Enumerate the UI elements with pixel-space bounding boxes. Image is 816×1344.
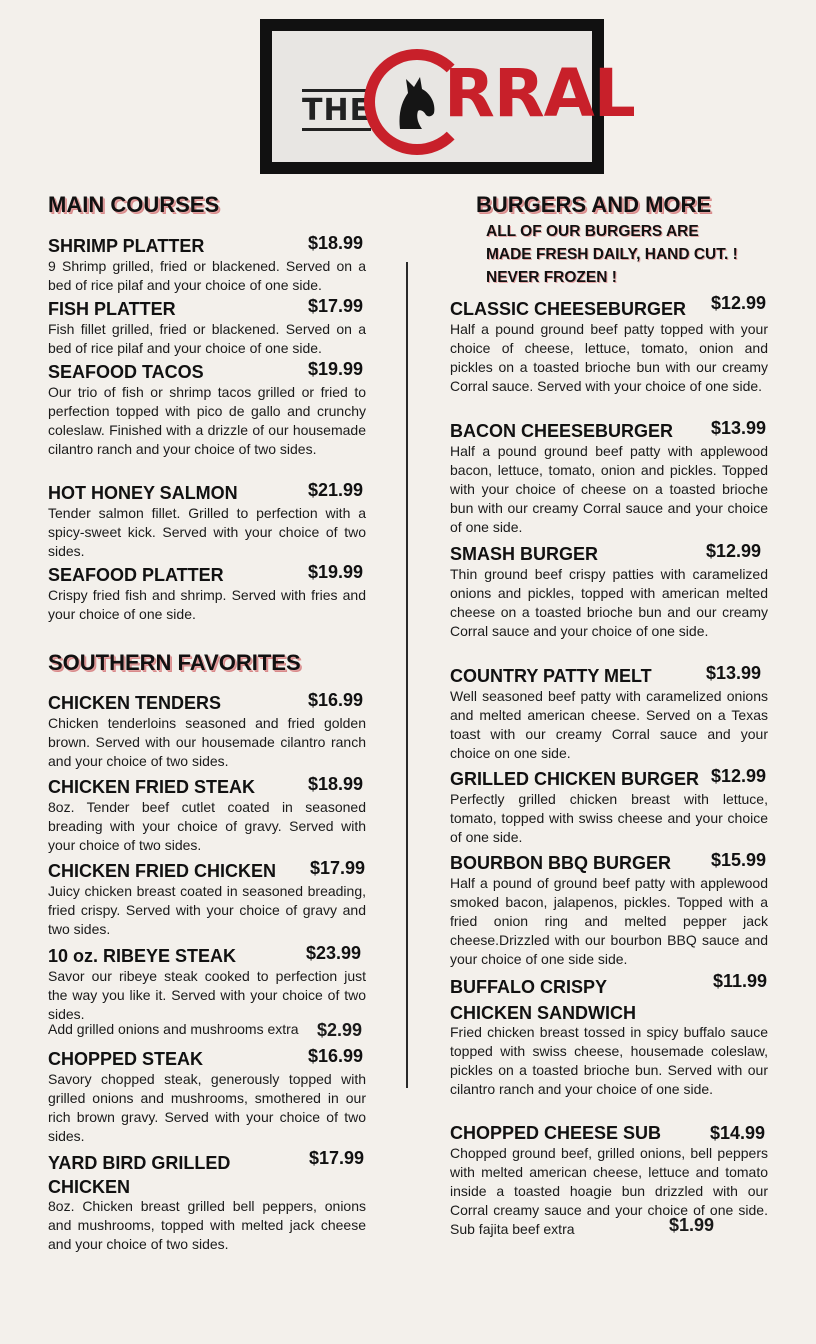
item-price: $19.99 bbox=[308, 562, 364, 582]
restaurant-logo bbox=[260, 19, 635, 174]
item-description: Well seasoned beef patty with caramelized onions and melted american cheese. Served on a Texas toast with our creamy Corral sauce and your choice on one side. bbox=[450, 688, 768, 761]
item-description: Thin ground beef crispy patties with caramelized onions and pickles, topped with american melted cheese on a toasted brioche bun and our creamy Corral sauce and your choice of one side. bbox=[450, 566, 768, 639]
menu-item bbox=[48, 774, 366, 855]
item-name: SEAFOOD PLATTER bbox=[48, 565, 224, 585]
menu-item bbox=[48, 1046, 366, 1146]
item-name: SMASH BURGER bbox=[450, 544, 599, 564]
menu-item bbox=[450, 766, 768, 847]
item-name: SEAFOOD TACOS bbox=[48, 362, 204, 382]
item-description: Fried chicken breast tossed in spicy buffalo sauce topped with swiss cheese, housemade coleslaw, pickles on a toasted brioche bun. Served with our cilantro ranch and your choice of one side. bbox=[450, 1024, 768, 1097]
extra-option: Add grilled onions and mushrooms extra bbox=[48, 1021, 299, 1037]
item-price: $12.99 bbox=[711, 766, 767, 786]
item-price: $18.99 bbox=[308, 774, 364, 794]
item-description: 8oz. Chicken breast grilled bell peppers, onions and mushrooms, topped with melted jack cheese and your choice of two sides. bbox=[48, 1198, 366, 1252]
item-name: COUNTRY PATTY MELT bbox=[450, 666, 652, 686]
item-description: Savory chopped steak, generously topped with grilled onions and mushrooms, smothered in our rich brown gravy. Served with your choice of two sides. bbox=[48, 1071, 366, 1144]
item-price: $12.99 bbox=[711, 293, 767, 313]
item-name: 10 oz. RIBEYE STEAK bbox=[48, 946, 237, 966]
logo-rral-text: RRAL bbox=[444, 55, 635, 132]
item-description: Chicken tenderloins seasoned and fried golden brown. Served with our housemade cilantro ranch and your choice of two sides. bbox=[48, 715, 366, 769]
menu-item bbox=[48, 562, 366, 624]
item-description: Half a pound ground beef patty with applewood bacon, lettuce, tomato, onion and pickles. Topped with your choice of cheese on a toasted brioche bun with our creamy Corral sauce and your choice of one side. bbox=[450, 443, 768, 535]
item-description: 8oz. Tender beef cutlet coated in seasoned breading with your choice of gravy. Served with your choice of two sides. bbox=[48, 799, 366, 853]
main-courses-title: MAIN COURSES bbox=[48, 192, 220, 217]
item-price: $13.99 bbox=[711, 418, 767, 438]
item-price: $15.99 bbox=[711, 850, 767, 870]
item-price: $12.99 bbox=[706, 541, 762, 561]
item-description: Savor our ribeye steak cooked to perfection just the way you like it. Served with your choice of two sides. bbox=[48, 968, 366, 1022]
item-name: HOT HONEY SALMON bbox=[48, 483, 238, 503]
item-price: $16.99 bbox=[308, 1046, 364, 1066]
menu-item bbox=[48, 296, 366, 358]
item-description: Half a pound of ground beef patty with applewood smoked bacon, jalapenos, pickles. Topped with a fried onion ring and melted pepper jack cheese.Drizzled with our bourbon BBQ sauce and your choice of one side side. bbox=[450, 875, 768, 967]
menu-item bbox=[450, 850, 768, 969]
logo-panel bbox=[272, 31, 635, 162]
item-name: SHRIMP PLATTER bbox=[48, 236, 205, 256]
item-name: FISH PLATTER bbox=[48, 299, 176, 319]
item-description: Perfectly grilled chicken breast with lettuce, tomato, topped with swiss cheese and your choice of one side. bbox=[450, 791, 768, 845]
item-description: Half a pound ground beef patty topped with your choice of cheese, lettuce, tomato, onion and pickles on a toasted brioche bun with our creamy Corral sauce. Served with your choice of one side. bbox=[450, 321, 768, 394]
item-name: GRILLED CHICKEN BURGER bbox=[450, 769, 700, 789]
item-price: $17.99 bbox=[309, 1148, 365, 1168]
item-name: CHICKEN FRIED STEAK bbox=[48, 777, 256, 797]
column-divider bbox=[406, 262, 408, 1088]
burgers-note: ALL OF OUR BURGERS ARE MADE FRESH DAILY, HAND CUT. ! NEVER FROZEN ! bbox=[486, 223, 738, 286]
item-price: $19.99 bbox=[308, 359, 364, 379]
extra-price: $1.99 bbox=[669, 1215, 715, 1235]
item-price: $18.99 bbox=[308, 233, 364, 253]
item-price: $17.99 bbox=[310, 858, 366, 878]
item-name: CHICKEN FRIED CHICKEN bbox=[48, 861, 277, 881]
item-name: CHICKEN TENDERS bbox=[48, 693, 222, 713]
item-price: $16.99 bbox=[308, 690, 364, 710]
item-price: $21.99 bbox=[308, 480, 364, 500]
menu-item bbox=[48, 480, 366, 561]
menu-item bbox=[450, 663, 768, 763]
extra-price: $2.99 bbox=[317, 1020, 363, 1040]
menu-item bbox=[48, 1148, 366, 1254]
item-description: Chopped ground beef, grilled onions, bell peppers with melted american cheese, lettuce and tomato inside a toasted hoagie bun drizzled with our Corral creamy sauce and your choice of one side. Sub fajita beef extra bbox=[450, 1145, 768, 1237]
southern-favorites-title: SOUTHERN FAVORITES bbox=[48, 650, 301, 675]
menu-item bbox=[450, 541, 768, 641]
item-name: BACON CHEESEBURGER bbox=[450, 421, 674, 441]
item-description: Juicy chicken breast coated in seasoned breading, fried crispy. Served with your choice of gravy and two sides. bbox=[48, 883, 366, 937]
horse-head-icon bbox=[390, 73, 438, 131]
item-price: $23.99 bbox=[306, 943, 362, 963]
item-price: $14.99 bbox=[710, 1123, 766, 1143]
menu-item bbox=[48, 943, 366, 1024]
item-description: Crispy fried fish and shrimp. Served with fries and your choice of one side. bbox=[48, 587, 366, 622]
menu-item bbox=[48, 359, 366, 459]
item-description: Tender salmon fillet. Grilled to perfection with a spicy-sweet kick. Served with your choice of two sides. bbox=[48, 505, 366, 559]
item-name: CHOPPED STEAK bbox=[48, 1049, 204, 1069]
menu-item bbox=[450, 293, 768, 396]
item-name: YARD BIRD GRILLED CHICKEN bbox=[48, 1153, 231, 1197]
item-name: CLASSIC CHEESEBURGER bbox=[450, 299, 687, 319]
item-price: $11.99 bbox=[713, 971, 768, 991]
item-description: Fish fillet grilled, fried or blackened. Served on a bed of rice pilaf and your choice of one side. bbox=[48, 321, 366, 356]
menu-item bbox=[450, 418, 768, 537]
item-description: 9 Shrimp grilled, fried or blackened. Served on a bed of rice pilaf and your choice of one side. bbox=[48, 258, 366, 293]
logo-the-text: THE bbox=[302, 93, 372, 128]
burgers-title: BURGERS AND MORE bbox=[476, 192, 712, 217]
item-name: BUFFALO CRISPY CHICKEN SANDWICH bbox=[450, 977, 636, 1023]
menu-item bbox=[48, 690, 366, 771]
item-price: $13.99 bbox=[706, 663, 762, 683]
menu-item bbox=[48, 233, 366, 295]
item-price: $17.99 bbox=[308, 296, 364, 316]
menu-item bbox=[48, 858, 366, 939]
item-name: CHOPPED CHEESE SUB bbox=[450, 1123, 662, 1143]
item-name: BOURBON BBQ BURGER bbox=[450, 853, 672, 873]
item-description: Our trio of fish or shrimp tacos grilled or fried to perfection topped with pico de gallo and crunchy coleslaw. Finished with a drizzle of our housemade cilantro ranch and your choice of two sides. bbox=[48, 384, 366, 457]
menu-item bbox=[450, 971, 768, 1099]
menu-item bbox=[450, 1123, 768, 1239]
